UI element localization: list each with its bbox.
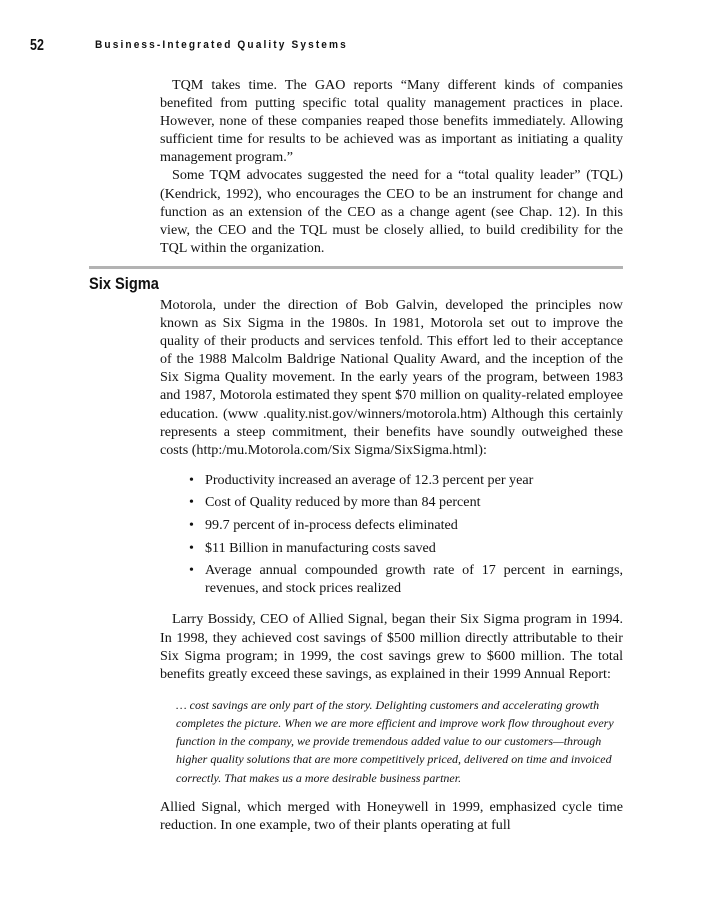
six-sigma-paragraph-1: Motorola, under the direction of Bob Galvin, developed the principles now known as Six Sigma in the 1980s. In 1981, Motorola set out to improve the quality of their products and services tenfold. This effort led to their acceptance of the 1988 Malcolm Baldrige National Quality Award, and the inception of the Six Sigma Quality movement. In the early years of the program, between 1983 and 1987, Motorola estimated they spent $70 million on quality-related employee education. (www .quality.nist.gov/winners/motorola.htm) Although this certainly represents a steep commitment, their benefits have soundly outweighed these costs (http:/mu.Motorola.com/Six Sigma/SixSigma.html):	[160, 297, 623, 458]
list-item-text: $11 Billion in manufacturing costs saved	[205, 539, 436, 556]
section-heading: Six Sigma	[89, 274, 159, 293]
list-item-text: Average annual compounded growth rate of 17 percent in earnings, revenues, and stock prices realized	[205, 562, 623, 597]
bullet-icon: •	[189, 517, 194, 534]
intro-paragraph-1: TQM takes time. The GAO reports “Many different kinds of companies benefited from putting specific total quality management practices in place. However, none of these companies reaped those benefits immediately. Allowing sufficient time for results to be achieved was as important as initiating a quality management program.”	[160, 77, 623, 166]
list-item	[189, 539, 623, 557]
page-header	[30, 37, 680, 59]
annual-report-quote: … cost savings are only part of the story. Delighting customers and accelerating growth completes the picture. When we are more efficient and improve work flow throughout every function in the company, we provide tremendous added value to our customers—through higher quality solutions that are more competitively priced, delivered on time and invoiced correctly. That makes us a more desirable business partner.	[176, 697, 614, 785]
list-item-text: Cost of Quality reduced by more than 84 percent	[205, 494, 481, 511]
intro-paragraph-2: Some TQM advocates suggested the need for a “total quality leader” (TQL) (Kendrick, 1992), who encourages the CEO to be an instrument for change and function as an extension of the CEO as a change agent (see Chap. 12). In this view, the CEO and the TQL must be closely allied, to build credibility for the TQL within the organization.	[160, 167, 623, 256]
list-item-text: 99.7 percent of in-process defects eliminated	[205, 517, 458, 534]
list-item	[189, 561, 623, 597]
bullet-icon: •	[189, 494, 194, 511]
six-sigma-paragraph-3: Allied Signal, which merged with Honeywell in 1999, emphasized cycle time reduction. In one example, two of their plants operating at full	[160, 798, 623, 833]
section-divider	[89, 266, 623, 269]
six-sigma-section	[160, 296, 623, 834]
running-title: Business-Integrated Quality Systems	[95, 39, 348, 51]
list-item	[189, 516, 623, 534]
six-sigma-paragraph-2: Larry Bossidy, CEO of Allied Signal, began their Six Sigma program in 1994. In 1998, they achieved cost savings of $500 million directly attributable to their Six Sigma program; in 1999, the cost savings grew to $600 million. The total benefits greatly exceed these savings, as explained in their 1999 Annual Report:	[160, 611, 623, 682]
benefits-list	[160, 471, 623, 598]
bullet-icon: •	[189, 562, 194, 579]
list-item	[189, 471, 623, 489]
bullet-icon: •	[189, 539, 194, 556]
list-item	[189, 493, 623, 511]
list-item-text: Productivity increased an average of 12.3 percent per year	[205, 471, 534, 488]
page-number: 52	[30, 37, 44, 54]
bullet-icon: •	[189, 471, 194, 488]
intro-text	[160, 76, 623, 257]
